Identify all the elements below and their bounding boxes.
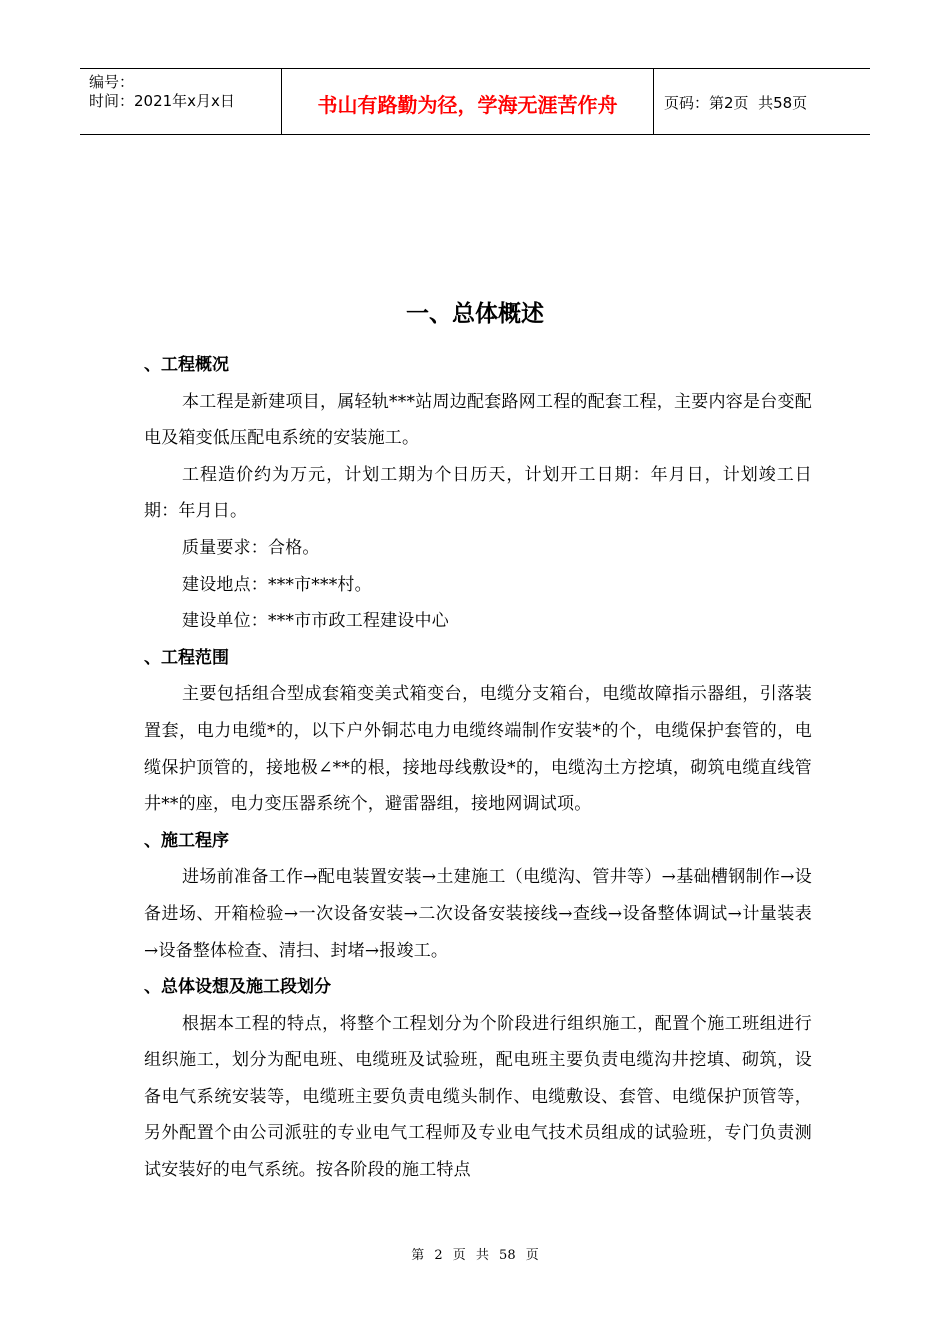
page-header <box>80 68 870 135</box>
section-heading: 、施工程序 <box>144 830 229 851</box>
section <box>144 969 812 1189</box>
paragraph: 建设单位：***市市政工程建设中心 <box>182 611 449 632</box>
section <box>144 823 812 969</box>
section-heading: 、工程范围 <box>144 647 229 668</box>
header-page-info: 页码：第2页 共58页 <box>664 94 808 112</box>
paragraph: 质量要求：合格。 <box>182 537 320 558</box>
paragraph: 根据本工程的特点，将整个工程划分为个阶段进行组织施工，配置个施工班组进行组织施工，划分为配电班、电缆班及试验班，配电班主要负责电缆沟井挖填、砌筑，设备电气系统安装等，电缆班主要负责电缆头制作、电缆敷设、套管、电缆保护顶管等，另外配置个由公司派驻的专业电气工程师及专业电气技术员组成的试验班，专门负责测试安装好的电气系统。按各阶段的施工特点 <box>144 1013 812 1181</box>
document-body <box>144 347 812 1189</box>
paragraph: 本工程是新建项目，属轻轨***站周边配套路网工程的配套工程，主要内容是台变配电及箱变低压配电系统的安装施工。 <box>144 391 812 449</box>
chapter-title: 一、总体概述 <box>406 301 544 327</box>
paragraph: 主要包括组合型成套箱变美式箱变台，电缆分支箱台，电缆故障指示器组，引落装置套，电力电缆*的，以下户外铜芯电力电缆终端制作安装*的个，电缆保护套管的，电缆保护顶管的，接地极∠**的根，接地母线敷设*的，电缆沟土方挖填，砌筑电缆直线管井**的座，电力变压器系统个，避雷器组，接地网调试项。 <box>144 684 812 815</box>
document-time-label: 时间：2021年x月x日 <box>89 92 235 110</box>
section <box>144 347 812 640</box>
section-heading: 、总体设想及施工段划分 <box>144 977 331 998</box>
header-motto-cell <box>282 69 654 134</box>
page-footer: 第 2 页 共 58 页 <box>411 1248 539 1263</box>
header-page-cell <box>654 69 870 134</box>
paragraph: 工程造价约为万元，计划工期为个日历天，计划开工日期：年月日，计划竣工日期：年月日。 <box>144 464 812 522</box>
section-heading: 、工程概况 <box>144 355 229 375</box>
header-meta-cell <box>80 69 282 134</box>
header-motto: 书山有路勤为径，学海无涯苦作舟 <box>317 93 618 117</box>
document-number-label: 编号： <box>89 73 135 91</box>
paragraph: 建设地点：***市***村。 <box>182 574 372 595</box>
section <box>144 640 812 823</box>
paragraph: 进场前准备工作→配电装置安装→土建施工（电缆沟、管井等）→基础槽钢制作→设备进场、开箱检验→一次设备安装→二次设备安装接线→查线→设备整体调试→计量装表→设备整体检查、清扫、封堵→报竣工。 <box>144 867 812 961</box>
